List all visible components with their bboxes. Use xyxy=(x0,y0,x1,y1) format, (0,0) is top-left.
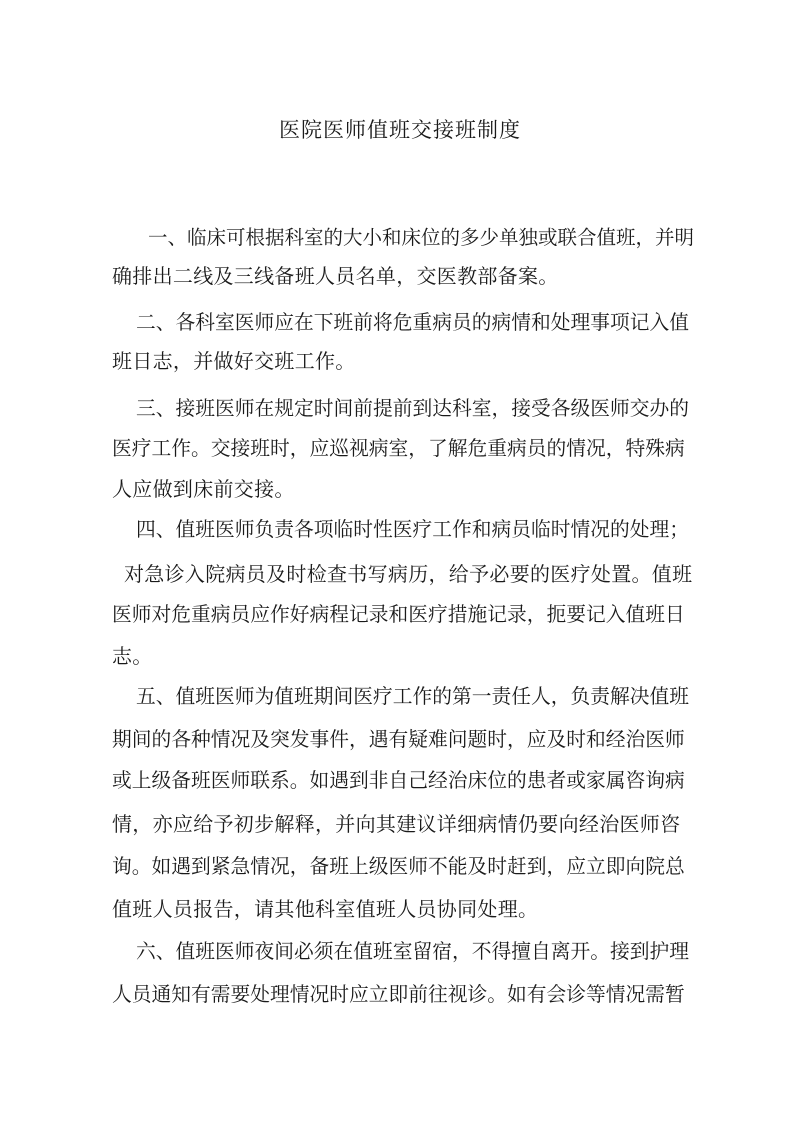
text-line: 期间的各种情况及突发事件，遇有疑难问题时，应及时和经治医师 xyxy=(112,728,685,751)
text-line: 询。如遇到紧急情况，备班上级医师不能及时赶到，应立即向院总 xyxy=(112,855,685,878)
text-line: 对急诊入院病员及时检查书写病历，给予必要的医疗处置。值班 xyxy=(124,562,693,586)
text-line: 志。 xyxy=(112,644,153,668)
text-line: 一、临床可根据科室的大小和床位的多少单独或联合值班，并明 xyxy=(148,226,695,249)
text-line: 六、值班医师夜间必须在值班室留宿，不得擅自离开。接到护理 xyxy=(136,940,690,963)
text-line: 五、值班医师为值班期间医疗工作的第一责任人，负责解决值班 xyxy=(136,685,690,708)
text-line: 人员通知有需要处理情况时应立即前往视诊。如有会诊等情况需暂 xyxy=(112,983,685,1006)
text-line: 或上级备班医师联系。如遇到非自己经治床位的患者或家属咨询病 xyxy=(112,769,685,792)
text-line: 医师对危重病员应作好病程记录和医疗措施记录，扼要记入值班日 xyxy=(112,603,685,626)
text-line: 四、值班医师负责各项临时性医疗工作和病员临时情况的处理； xyxy=(136,518,690,541)
text-line: 情，亦应给予初步解释，并向其建议详细病情仍要向经治医师咨 xyxy=(112,812,681,836)
text-line: 人应做到床前交接。 xyxy=(112,477,295,501)
text-line: 二、各科室医师应在下班前将危重病员的病情和处理事项记入值 xyxy=(136,311,690,334)
text-line: 医疗工作。交接班时，应巡视病室，了解危重病员的情况，特殊病 xyxy=(112,437,685,460)
document-title: 医院医师值班交接班制度 xyxy=(279,118,521,142)
text-line: 确排出二线及三线备班人员名单，交医教部备案。 xyxy=(112,264,559,288)
text-line: 三、接班医师在规定时间前提前到达科室，接受各级医师交办的 xyxy=(136,397,690,420)
text-line: 值班人员报告，请其他科室值班人员协同处理。 xyxy=(112,897,539,921)
text-line: 班日志，并做好交班工作。 xyxy=(112,349,356,373)
